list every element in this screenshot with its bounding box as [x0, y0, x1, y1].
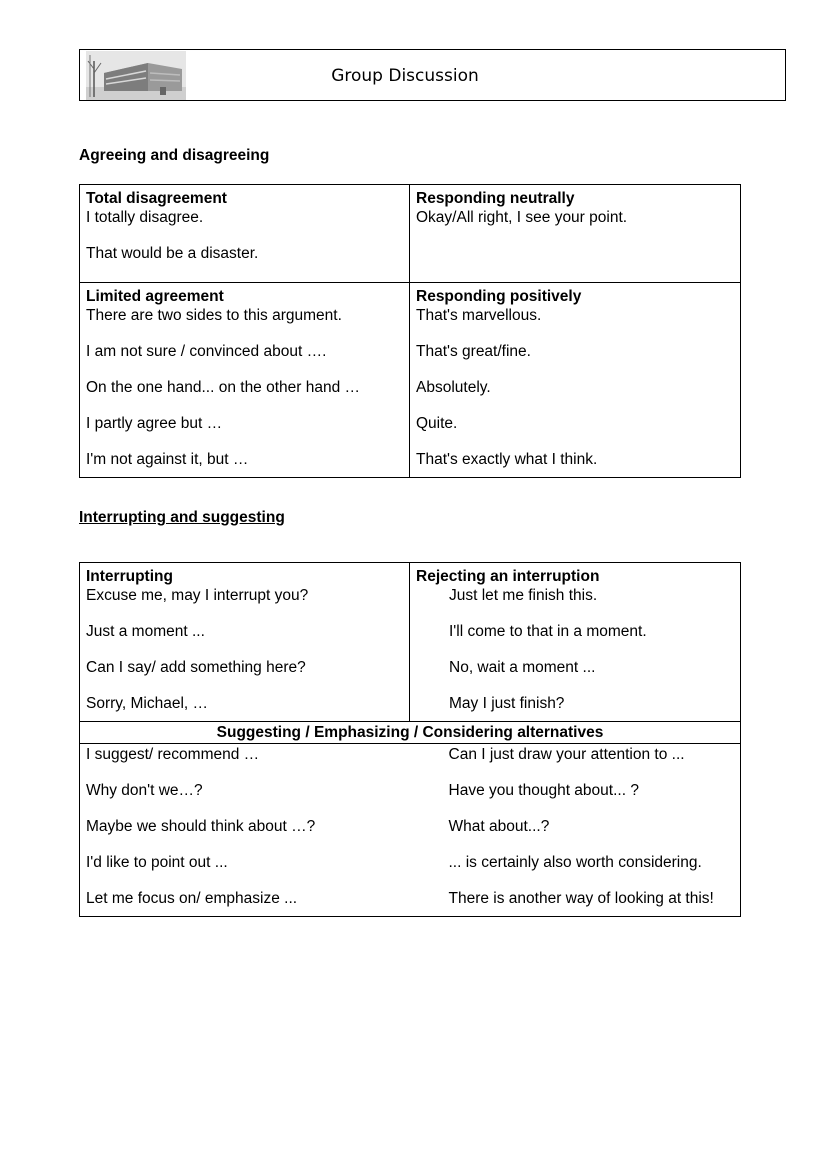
phrase: I partly agree but … — [86, 415, 223, 432]
phrase: Just a moment ... — [86, 623, 205, 640]
page-header — [79, 49, 786, 101]
phrase: No, wait a moment ... — [449, 659, 596, 676]
cell-title: Responding neutrally — [416, 190, 575, 207]
suggesting-heading: Suggesting / Emphasizing / Considering alternatives — [80, 722, 741, 744]
phrase: Okay/All right, I see your point. — [416, 209, 628, 226]
page-title: Group Discussion — [331, 66, 479, 86]
table-row — [80, 722, 741, 744]
phrase: Can I just draw your attention to ... — [448, 746, 685, 763]
phrase: Absolutely. — [416, 379, 491, 396]
phrase: Just let me finish this. — [449, 587, 598, 604]
cell-responding-neutrally — [410, 185, 741, 283]
phrase: ... is certainly also worth considering. — [448, 854, 702, 871]
cell-suggesting-left — [80, 744, 410, 917]
cell-title: Interrupting — [86, 568, 173, 585]
cell-title: Rejecting an interruption — [416, 568, 600, 585]
cell-title: Total disagreement — [86, 190, 227, 207]
cell-interrupting — [80, 563, 410, 722]
table-row — [80, 185, 741, 283]
agreeing-table — [79, 184, 741, 478]
section-heading-agreeing: Agreeing and disagreeing — [79, 147, 270, 164]
phrase: I suggest/ recommend … — [86, 746, 260, 763]
phrase: I totally disagree. — [86, 209, 204, 226]
phrase: Have you thought about... ? — [448, 782, 639, 799]
phrase: There are two sides to this argument. — [86, 307, 342, 324]
phrase: Why don't we…? — [86, 782, 203, 799]
phrase: On the one hand... on the other hand … — [86, 379, 361, 396]
phrase: I'd like to point out ... — [86, 854, 228, 871]
phrase: Excuse me, may I interrupt you? — [86, 587, 309, 604]
phrase: Can I say/ add something here? — [86, 659, 306, 676]
phrase: I'll come to that in a moment. — [449, 623, 647, 640]
cell-suggesting-right — [410, 744, 741, 917]
phrase: That's great/fine. — [416, 343, 531, 360]
phrase: I'm not against it, but … — [86, 451, 249, 468]
cell-limited-agreement — [80, 283, 410, 478]
interrupting-table — [79, 562, 741, 917]
phrase: Let me focus on/ emphasize ... — [86, 890, 298, 907]
phrase: What about...? — [448, 818, 550, 835]
cell-responding-positively — [410, 283, 741, 478]
table-row — [80, 744, 741, 917]
table-row — [80, 283, 741, 478]
cell-title: Responding positively — [416, 288, 582, 305]
phrase: Sorry, Michael, … — [86, 695, 209, 712]
phrase: Quite. — [416, 415, 458, 432]
phrase: That would be a disaster. — [86, 245, 259, 262]
phrase: That's marvellous. — [416, 307, 542, 324]
table-row — [80, 563, 741, 722]
cell-rejecting-interruption — [410, 563, 741, 722]
phrase: That's exactly what I think. — [416, 451, 598, 468]
section-heading-interrupting: Interrupting and suggesting — [79, 509, 285, 526]
phrase: May I just finish? — [449, 695, 565, 712]
phrase: Maybe we should think about …? — [86, 818, 316, 835]
cell-total-disagreement — [80, 185, 410, 283]
phrase: I am not sure / convinced about …. — [86, 343, 327, 360]
cell-title: Limited agreement — [86, 288, 224, 305]
phrase: There is another way of looking at this! — [448, 890, 714, 907]
